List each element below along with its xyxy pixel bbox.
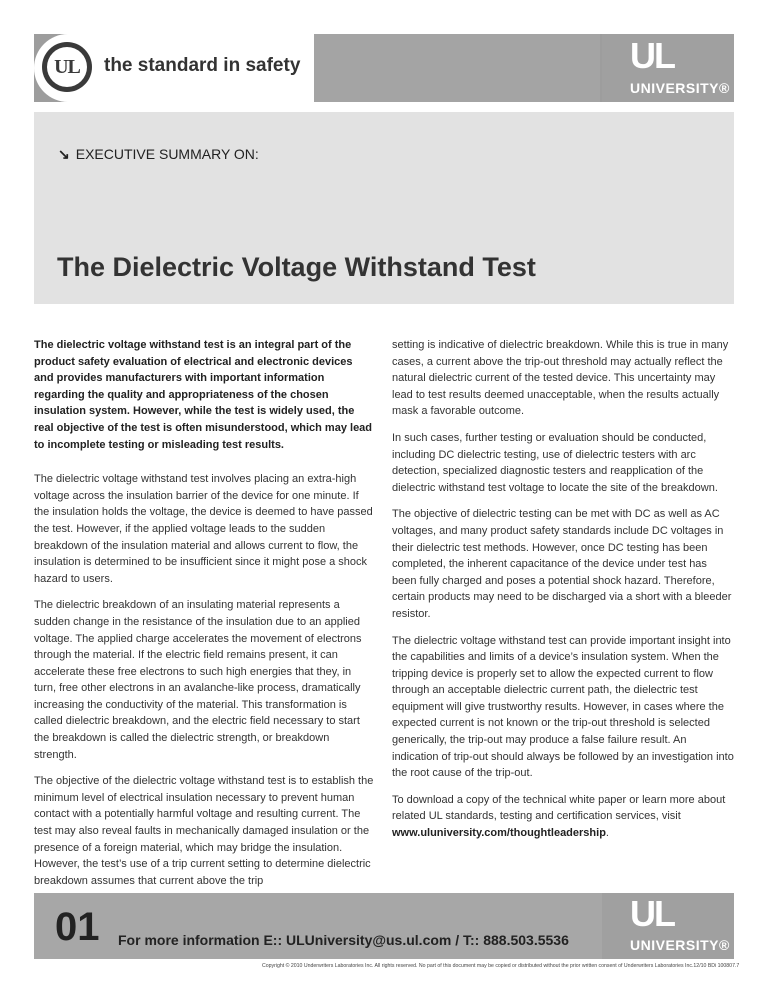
download-paragraph — [392, 792, 734, 842]
paragraph: The dielectric breakdown of an insulating material represents a sudden change in the resistance of the insulation due to an applied voltage. The applied charge accelerates the movement of electrons through the material. If the electric field remains present, it can accelerate these free electrons to such high energies that they, in turn, free other electrons in an avalanche-like process, dramatically increasing the conductivity of the material. This transformation is called dielectric breakdown, and the electric field necessary to start the breakdown is called the dielectric strength, or breakdown strength. — [34, 599, 362, 761]
ul-university-logo-letters: UL — [630, 35, 674, 76]
left-column — [34, 337, 374, 899]
paragraph: The objective of dielectric testing can be met with DC as well as AC voltages, and many product safety standards include DC voltages in their dielectric test methods. However, once DC testing has been completed, the inherent capacitance of the device under test has been fully charged and poses a potential shock hazard. Therefore, certain products may need to be discharged via a short with a bleeder resistor. — [392, 508, 732, 620]
ul-logo-icon — [47, 47, 87, 87]
paragraph: The dielectric voltage withstand test involves placing an extra-high voltage across the insulation barrier of the device for one minute. If the insulation holds the voltage, the device is deemed to have passed the test. However, if the applied voltage leads to the sudden breakdown of the insulation material and allows current to flow, the insulation is determined to be insufficient since it might pose a shock hazard to users. — [34, 473, 373, 585]
arrow-down-right-icon: ↘ — [58, 146, 70, 162]
copyright-notice: Copyright © 2010 Underwriters Laboratories Inc. All rights reserved. No part of this document may be copied or distributed without the prior written consent of Underwriters Laboratories Inc.12/10 BDi 100807.7 — [262, 963, 740, 969]
header-band — [300, 34, 600, 102]
footer-ul-logo-word: UNIVERSITY® — [630, 937, 730, 953]
lead-paragraph: The dielectric voltage withstand test is an integral part of the product safety evaluation of electrical and electronic devices and provides manufacturers with important information regarding the quality and appropriateness of the chosen insulation system. However, while the test is widely used, the real objective of the test is often misunderstood, which may lead to incomplete testing or misleading test results. — [34, 339, 373, 451]
paragraph: The dielectric voltage withstand test can provide important insight into the capabilities and limits of a device’s insulation system. When the tripping device is properly set to allow the expected current to flow through an acceptable dielectric current path, the dielectric test equipment will give trustworthy results. However, in cases where the expected current is not known or the trip-out threshold is selected generically, the trip-out may produce a false failure result. An indication of trip-out should always be followed by an investigation into the root cause of the trip-out. — [392, 634, 734, 780]
contact-info: For more information E:: ULUniversity@us.ul.com / T:: 888.503.5536 — [118, 932, 569, 948]
page-number: 01 — [55, 905, 100, 949]
right-column — [392, 337, 734, 852]
paragraph: setting is indicative of dielectric breakdown. While this is true in many cases, a current above the trip-out threshold may actually reflect the natural dielectric current of the tested device. This uncertainty may lead to test results deemed unacceptable, when the results actually mask a favorable outcome. — [392, 339, 729, 418]
thought-leadership-link[interactable]: www.uluniversity.com/thoughtleadership — [392, 827, 606, 840]
tagline: the standard in safety — [104, 55, 301, 76]
paragraph: In such cases, further testing or evaluation should be conducted, including DC dielectric testing, use of dielectric testers with arc detection, specialized diagnostic testers and reapplication of the dielectric withstand test voltage to locate the site of the breakdown. — [392, 431, 718, 494]
download-text: To download a copy of the technical white paper or learn more about related UL standards, testing and certification services, visit — [392, 793, 726, 823]
ul-university-logo-word: UNIVERSITY® — [630, 80, 730, 96]
executive-summary-label — [58, 146, 259, 163]
page-title: The Dielectric Voltage Withstand Test — [57, 252, 536, 282]
download-end: . — [605, 827, 609, 840]
paragraph: The objective of the dielectric voltage withstand test is to establish the minimum level of electrical insulation necessary to prevent human contact with a potentially harmful voltage and resulting current. The test may also reveal faults in mechanically damaged insulation or the presence of a foreign material, which may bridge the insulation. However, the test’s use of a trip current setting to determine dielectric breakdown assumes that current above the trip — [34, 775, 374, 887]
footer-ul-logo-letters: UL — [630, 893, 674, 934]
ul-logo-mark: UL — [54, 55, 80, 78]
eyebrow-text: EXECUTIVE SUMMARY ON: — [75, 146, 259, 162]
